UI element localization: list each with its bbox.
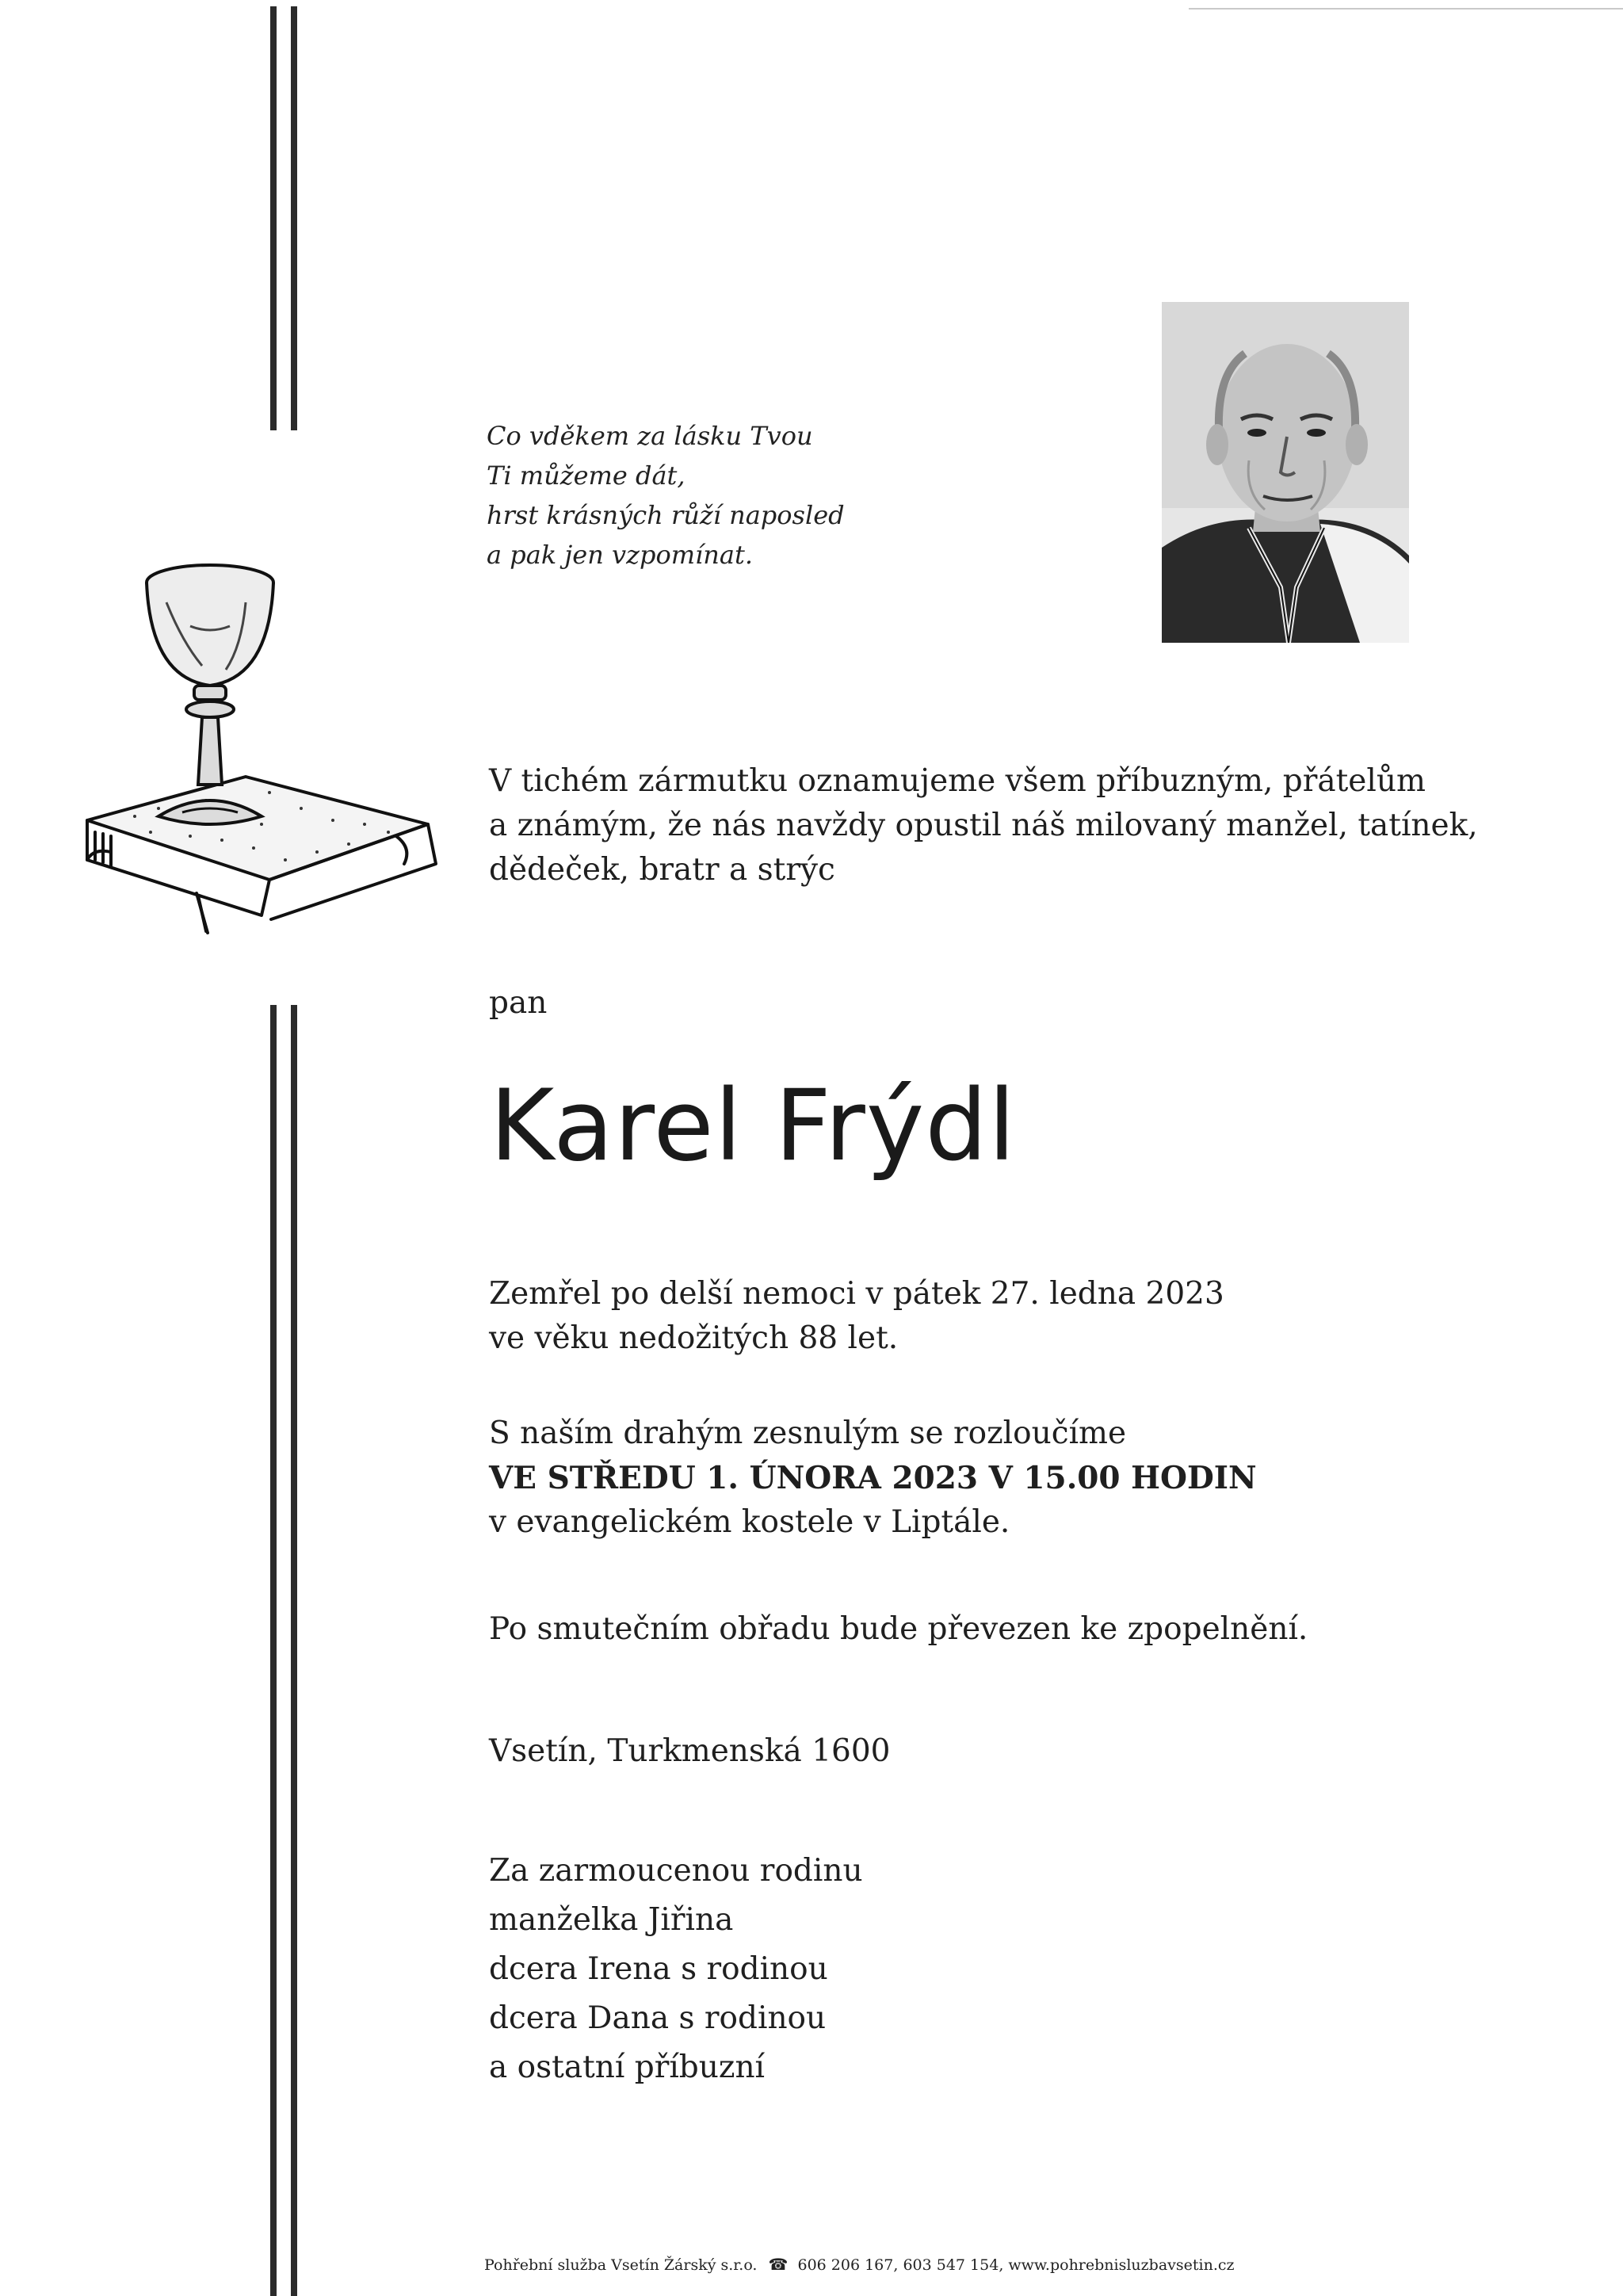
scan-artifact-line [1189, 8, 1623, 10]
family-line: a ostatní příbuzní [489, 2050, 766, 2085]
farewell-place: v evangelickém kostele v Liptále. [489, 1504, 1010, 1540]
intro-line: a známým, že nás navždy opustil náš milovaný manžel, tatínek, [489, 808, 1478, 843]
intro-line: dědeček, bratr a strýc [489, 852, 835, 888]
announcement-intro [489, 759, 1478, 892]
family-signature [489, 1847, 863, 2092]
family-line: dcera Dana s rodinou [489, 2000, 827, 2036]
farewell-line: S naším drahým zesnulým se rozloučíme [489, 1415, 1127, 1451]
farewell-info [489, 1412, 1257, 1545]
ceremony-note: Po smutečním obřadu bude převezen ke zpopelnění. [489, 1611, 1308, 1647]
family-line: dcera Irena s rodinou [489, 1951, 828, 1987]
poem-line: a pak jen vzpomínat. [487, 540, 753, 570]
memorial-poem [487, 416, 1041, 575]
mourning-bar [291, 1005, 297, 2296]
deceased-name: Karel Frýdl [490, 1069, 1017, 1183]
mourning-bar [270, 6, 277, 430]
death-info-line: Zemřel po delší nemoci v pátek 27. ledna 2023 [489, 1276, 1224, 1312]
mourning-bar [291, 6, 297, 430]
intro-line: V tichém zármutku oznamujeme všem příbuzným, přátelům [489, 763, 1426, 799]
death-info-line: ve věku nedožitých 88 let. [489, 1320, 899, 1356]
farewell-datetime: VE STŘEDU 1. ÚNORA 2023 V 15.00 HODIN [489, 1460, 1257, 1496]
chalice-on-bible-icon [63, 547, 460, 935]
poem-line: Co vděkem za lásku Tvou [487, 421, 813, 451]
deceased-portrait-photo [1162, 302, 1409, 643]
address: Vsetín, Turkmenská 1600 [489, 1733, 891, 1769]
footer-contact: 606 206 167, 603 547 154, www.pohrebnisluzbavsetin.cz [797, 2256, 1235, 2274]
funeral-service-name: Pohřební služba Vsetín Žárský s.r.o. [484, 2256, 758, 2274]
poem-line: hrst krásných růží naposled [487, 500, 845, 530]
telephone-icon: ☎ [768, 2255, 789, 2274]
honorific: pan [489, 985, 548, 1021]
family-line: Za zarmoucenou rodinu [489, 1853, 863, 1889]
poem-line: Ti můžeme dát, [487, 460, 685, 491]
family-line: manželka Jiřina [489, 1902, 734, 1938]
mourning-bar [270, 1005, 277, 2296]
footer [484, 2255, 1235, 2274]
death-info [489, 1272, 1224, 1361]
